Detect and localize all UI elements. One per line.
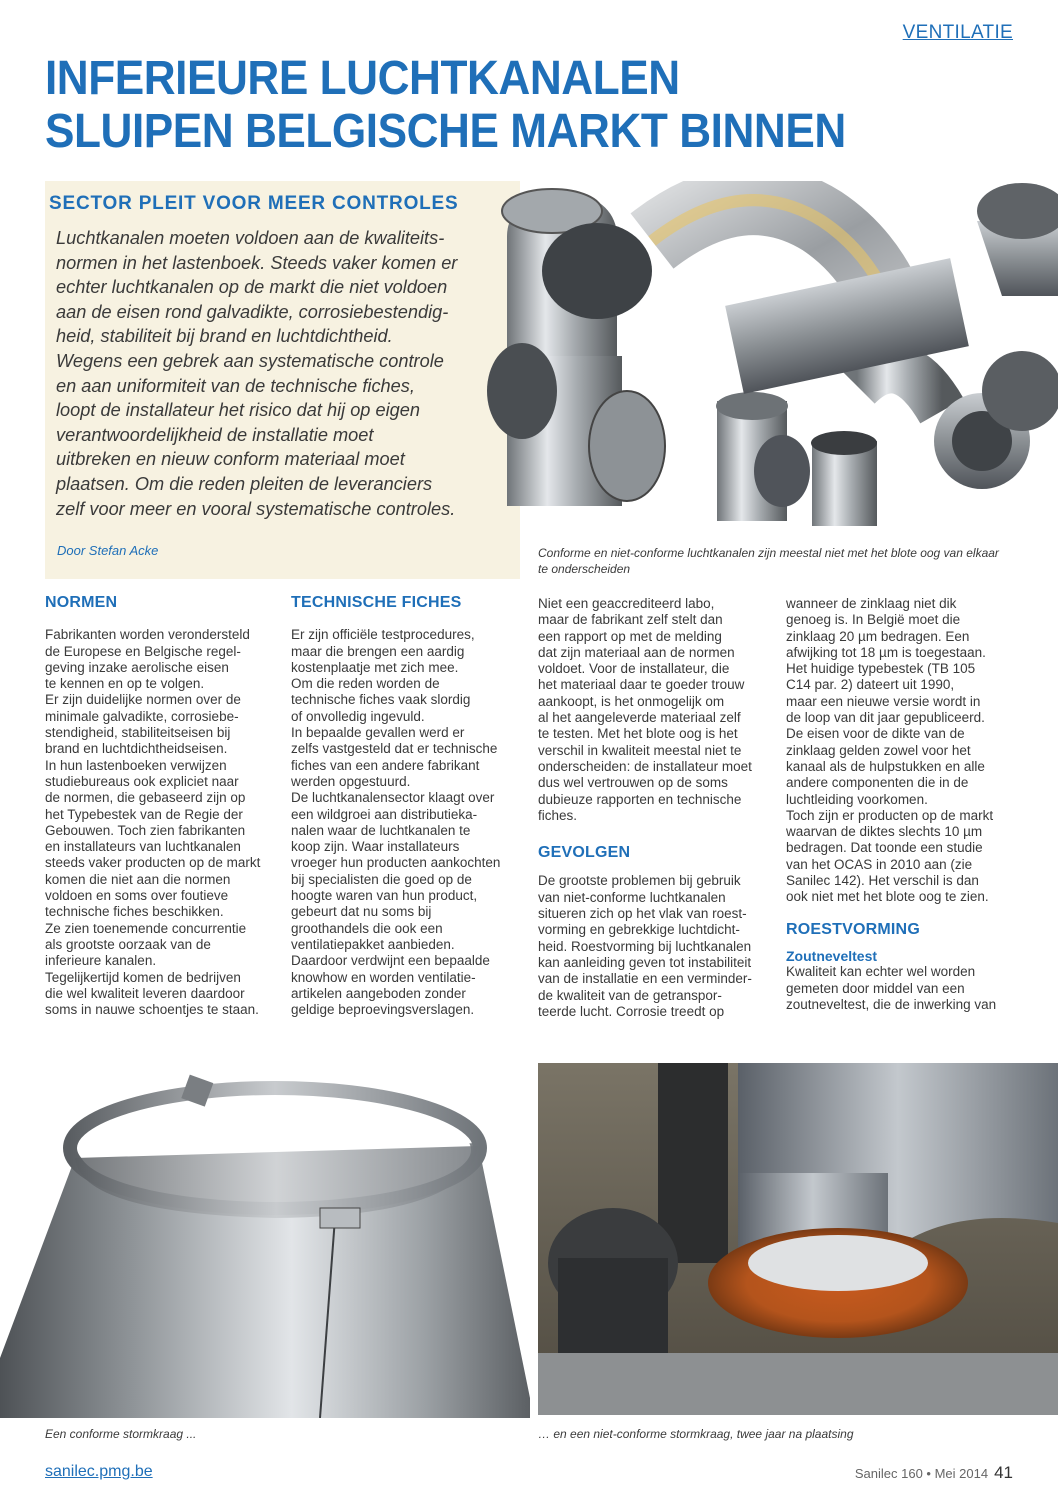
lede-line: Wegens een gebrek aan systematische controle bbox=[56, 350, 444, 371]
body-line: verschil in kwaliteit meestal niet te bbox=[538, 742, 742, 758]
body-line: groothandels die ook een bbox=[291, 920, 443, 936]
body-line: en installateurs van luchtkanalen bbox=[45, 839, 241, 855]
headline-line-1: INFERIEURE LUCHTKANALEN bbox=[45, 52, 680, 105]
body-line: de kwaliteit van de getranspor- bbox=[538, 987, 722, 1003]
heading-technische-fiches: TECHNISCHE FICHES bbox=[291, 594, 462, 611]
body-line: De luchtkanalensector klaagt over bbox=[291, 790, 495, 806]
body-line: al het aangeleverde materiaal zelf bbox=[538, 710, 741, 726]
body-line: Om die reden worden de bbox=[291, 676, 440, 692]
body-line: fiches. bbox=[538, 807, 578, 823]
body-line: geving inzake aerolische eisen bbox=[45, 659, 229, 675]
body-line: werden opgestuurd. bbox=[291, 773, 411, 789]
body-line: hoogte waren van hun product, bbox=[291, 888, 478, 904]
body-line: dubieuze rapporten en technische bbox=[538, 791, 742, 807]
section-label: VENTILATIE bbox=[902, 22, 1013, 43]
body-line: Gebouwen. Toch zien fabrikanten bbox=[45, 822, 246, 838]
body-line: luchtleiding voorkomen. bbox=[786, 791, 928, 807]
body-line: kan aanleiding geven tot instabiliteit bbox=[538, 954, 752, 970]
column-normen bbox=[45, 595, 273, 1018]
lede-line: aan de eisen rond galvadikte, corrosiebestendig- bbox=[56, 301, 449, 322]
body-line: van de installatie en een verminder- bbox=[538, 971, 752, 987]
body-line: onderscheiden: de installateur moet bbox=[538, 758, 752, 774]
body-line: artikelen aangeboden zonder bbox=[291, 985, 466, 1001]
body-line: soms in nauwe schoentjes te staan. bbox=[45, 1002, 259, 1018]
body-line: steeds vaker producten op de markt bbox=[45, 855, 261, 871]
body-line: voldoen en soms over foutieve bbox=[45, 888, 229, 904]
lede-line: plaatsen. Om die reden pleiten de leveranciers bbox=[56, 473, 433, 494]
lede-line: heid, stabiliteit bij brand en luchtdichtheid. bbox=[56, 326, 393, 347]
caption-line: te onderscheiden bbox=[538, 562, 631, 576]
body-line: teerde lucht. Corrosie treedt op bbox=[538, 1003, 725, 1019]
lede-line: echter luchtkanalen op de markt die niet voldoen bbox=[56, 277, 448, 298]
caption-top bbox=[538, 545, 1018, 577]
body-line: als grootste oorzaak van de bbox=[45, 936, 211, 952]
body-line: Kwaliteit kan echter wel worden bbox=[786, 964, 976, 980]
column-technische-fiches bbox=[291, 595, 519, 1018]
body-line: Sanilec 142). Het verschil is dan bbox=[786, 873, 979, 889]
body-line: inferieure kanalen. bbox=[45, 953, 157, 969]
body-line: De eisen voor de dikte van de bbox=[786, 726, 965, 742]
column-3 bbox=[538, 596, 766, 1020]
footer-issue bbox=[855, 1463, 1013, 1483]
body-line: die wel kwaliteit leveren daardoor bbox=[45, 985, 245, 1001]
body-line: te testen. Met het blote oog is het bbox=[538, 726, 738, 742]
body-line: koop zijn. Waar installateurs bbox=[291, 839, 460, 855]
body-line: Er zijn duidelijke normen over de bbox=[45, 692, 241, 708]
body-line: zinklaag gelden zowel voor het bbox=[786, 742, 971, 758]
conform-storm-collar-photo bbox=[0, 1068, 530, 1418]
body-line: heid. Roestvorming bij luchtkanalen bbox=[538, 938, 752, 954]
duct-fittings-photo bbox=[462, 181, 1058, 541]
body-line: komen die niet aan die normen bbox=[45, 871, 231, 887]
body-line: Fabrikanten worden verondersteld bbox=[45, 627, 250, 643]
body-line: maar een nieuwe versie wordt in bbox=[786, 693, 981, 709]
body-line: gebeurt dat nu soms bij bbox=[291, 904, 432, 920]
body-line: Daardoor verdwijnt een bepaalde bbox=[291, 953, 490, 969]
heading-gevolgen: GEVOLGEN bbox=[538, 844, 631, 862]
body-line: fiches van een andere fabrikant bbox=[291, 757, 480, 773]
body-line: bij specialisten die goed op de bbox=[291, 871, 472, 887]
body-line: kanaal als de hulpstukken en alle bbox=[786, 758, 985, 774]
headline-line-2: SLUIPEN BELGISCHE MARKT BINNEN bbox=[45, 105, 846, 158]
caption-line: Conforme en niet-conforme luchtkanalen zijn meestal niet met het blote oog van elkaar bbox=[538, 546, 999, 560]
body-line: het materiaal daar te goeder trouw bbox=[538, 677, 745, 693]
body-line: De grootste problemen bij gebruik bbox=[538, 873, 741, 889]
lede bbox=[56, 226, 526, 521]
body-line: ook niet met het blote oog te zien. bbox=[786, 889, 989, 905]
body-line: stendigheid, stabiliteitseisen bij bbox=[45, 725, 231, 741]
body-line: vorming en gebrekkige luchtdicht- bbox=[538, 922, 740, 938]
body-line: nalen waar de luchtkanalen te bbox=[291, 822, 471, 838]
subheading-zoutneveltest: Zoutneveltest bbox=[786, 947, 878, 964]
kicker: SECTOR PLEIT VOOR MEER CONTROLES bbox=[49, 193, 459, 214]
body-line: de normen, die gebaseerd zijn op bbox=[45, 790, 246, 806]
body-line: Toch zijn er producten op de markt bbox=[786, 807, 994, 823]
lede-line: zelf voor meer en vooral systematische controles. bbox=[56, 498, 456, 519]
caption-bottom-right: … en een niet-conforme stormkraag, twee jaar na plaatsing bbox=[538, 1427, 854, 1441]
body-line: zinklaag 20 µm bedragen. Een bbox=[786, 628, 970, 644]
body-line: of onvolledig ingevuld. bbox=[291, 708, 425, 724]
body-line: studiebureaus ook expliciet naar bbox=[45, 773, 239, 789]
body-line: Het huidige typebestek (TB 105 bbox=[786, 661, 976, 677]
body-line: waarvan de diktes slechts 10 µm bbox=[786, 824, 983, 840]
body-line: wanneer de zinklaag niet dik bbox=[786, 596, 957, 611]
body-line: maar die brengen een aardig bbox=[291, 643, 465, 659]
body-line: technische fiches beschikken. bbox=[45, 904, 224, 920]
body-line: brand en luchtdichtheidseisen. bbox=[45, 741, 228, 757]
body-line: de loop van dit jaar gepubliceerd. bbox=[786, 710, 985, 726]
body-line: Niet een geaccrediteerd labo, bbox=[538, 596, 715, 611]
body-line: dat zijn materiaal aan de normen bbox=[538, 644, 735, 660]
headline bbox=[45, 52, 947, 158]
body-line: dus wel vertrouwen op de soms bbox=[538, 775, 728, 791]
body-line: kostenplaatje met zich mee. bbox=[291, 659, 459, 675]
body-line: situeren zich op het vlak van roest- bbox=[538, 906, 747, 922]
body-line: een rapport op met de melding bbox=[538, 628, 722, 644]
heading-normen: NORMEN bbox=[45, 594, 118, 611]
body-line: aankoopt, is het onmogelijk om bbox=[538, 693, 725, 709]
lede-line: verantwoordelijkheid de installatie moet bbox=[56, 424, 374, 445]
lede-line: uitbreken en nieuw conform materiaal moet bbox=[56, 449, 405, 470]
body-line: In hun lastenboeken verwijzen bbox=[45, 757, 227, 773]
body-line: Tegelijkertijd komen de bedrijven bbox=[45, 969, 241, 985]
body-line: zelfs vastgesteld dat er technische bbox=[291, 741, 498, 757]
body-line: gemeten door middel van een bbox=[786, 980, 965, 996]
body-line: van het OCAS in 2010 aan (zie bbox=[786, 856, 973, 872]
body-line: technische fiches vaak slordig bbox=[291, 692, 471, 708]
body-line: te kennen en op te volgen. bbox=[45, 676, 205, 692]
body-line: maar de fabrikant zelf stelt dan bbox=[538, 612, 723, 628]
body-line: een wildgroei aan distributieka- bbox=[291, 806, 478, 822]
body-line: minimale galvadikte, corrosiebe- bbox=[45, 708, 239, 724]
caption-bottom-left: Een conforme stormkraag ... bbox=[45, 1427, 197, 1441]
byline: Door Stefan Acke bbox=[57, 543, 159, 558]
issue-label: Sanilec 160 • Mei 2014 bbox=[854, 1466, 989, 1481]
lede-line: en aan uniformiteit van de technische fiches, bbox=[56, 375, 415, 396]
heading-roestvorming: ROESTVORMING bbox=[786, 920, 920, 938]
non-conform-storm-collar-photo bbox=[538, 1063, 1058, 1415]
body-line: In bepaalde gevallen werd er bbox=[291, 725, 465, 741]
body-line: vroeger hun producten aankochten bbox=[291, 855, 501, 871]
column-4 bbox=[786, 596, 1014, 1013]
body-line: de Europese en Belgische regel- bbox=[45, 643, 241, 659]
body-line: andere componenten die in de bbox=[786, 775, 969, 791]
body-line: van niet-conforme luchtkanalen bbox=[538, 889, 726, 905]
footer-site-link[interactable]: sanilec.pmg.be bbox=[45, 1463, 153, 1480]
lede-line: normen in het lastenboek. Steeds vaker komen er bbox=[56, 252, 458, 273]
body-line: zoutneveltest, die de inwerking van bbox=[786, 996, 997, 1012]
body-line: Er zijn officiële testprocedures, bbox=[291, 627, 475, 643]
body-line: geldige beproevingsverslagen. bbox=[291, 1002, 475, 1018]
body-line: Ze zien toenemende concurrentie bbox=[45, 920, 247, 936]
page-number: 41 bbox=[994, 1463, 1013, 1482]
body-line: bedragen. Dat toonde een studie bbox=[786, 840, 983, 856]
body-line: genoeg is. In België moet die bbox=[786, 612, 961, 628]
lede-line: Luchtkanalen moeten voldoen aan de kwaliteits- bbox=[56, 228, 445, 248]
body-line: afwijking tot 18 µm is toegestaan. bbox=[786, 644, 986, 660]
body-line: het Typebestek van de Regie der bbox=[45, 806, 243, 822]
body-line: knowhow en worden ventilatie- bbox=[291, 969, 476, 985]
lede-line: loopt de installateur het risico dat hij op eigen bbox=[56, 400, 420, 421]
body-line: voldoet. Voor de installateur, die bbox=[538, 661, 730, 677]
body-line: ventilatiepakket aanbieden. bbox=[291, 936, 455, 952]
body-line: C14 par. 2) dateert uit 1990, bbox=[786, 677, 955, 693]
